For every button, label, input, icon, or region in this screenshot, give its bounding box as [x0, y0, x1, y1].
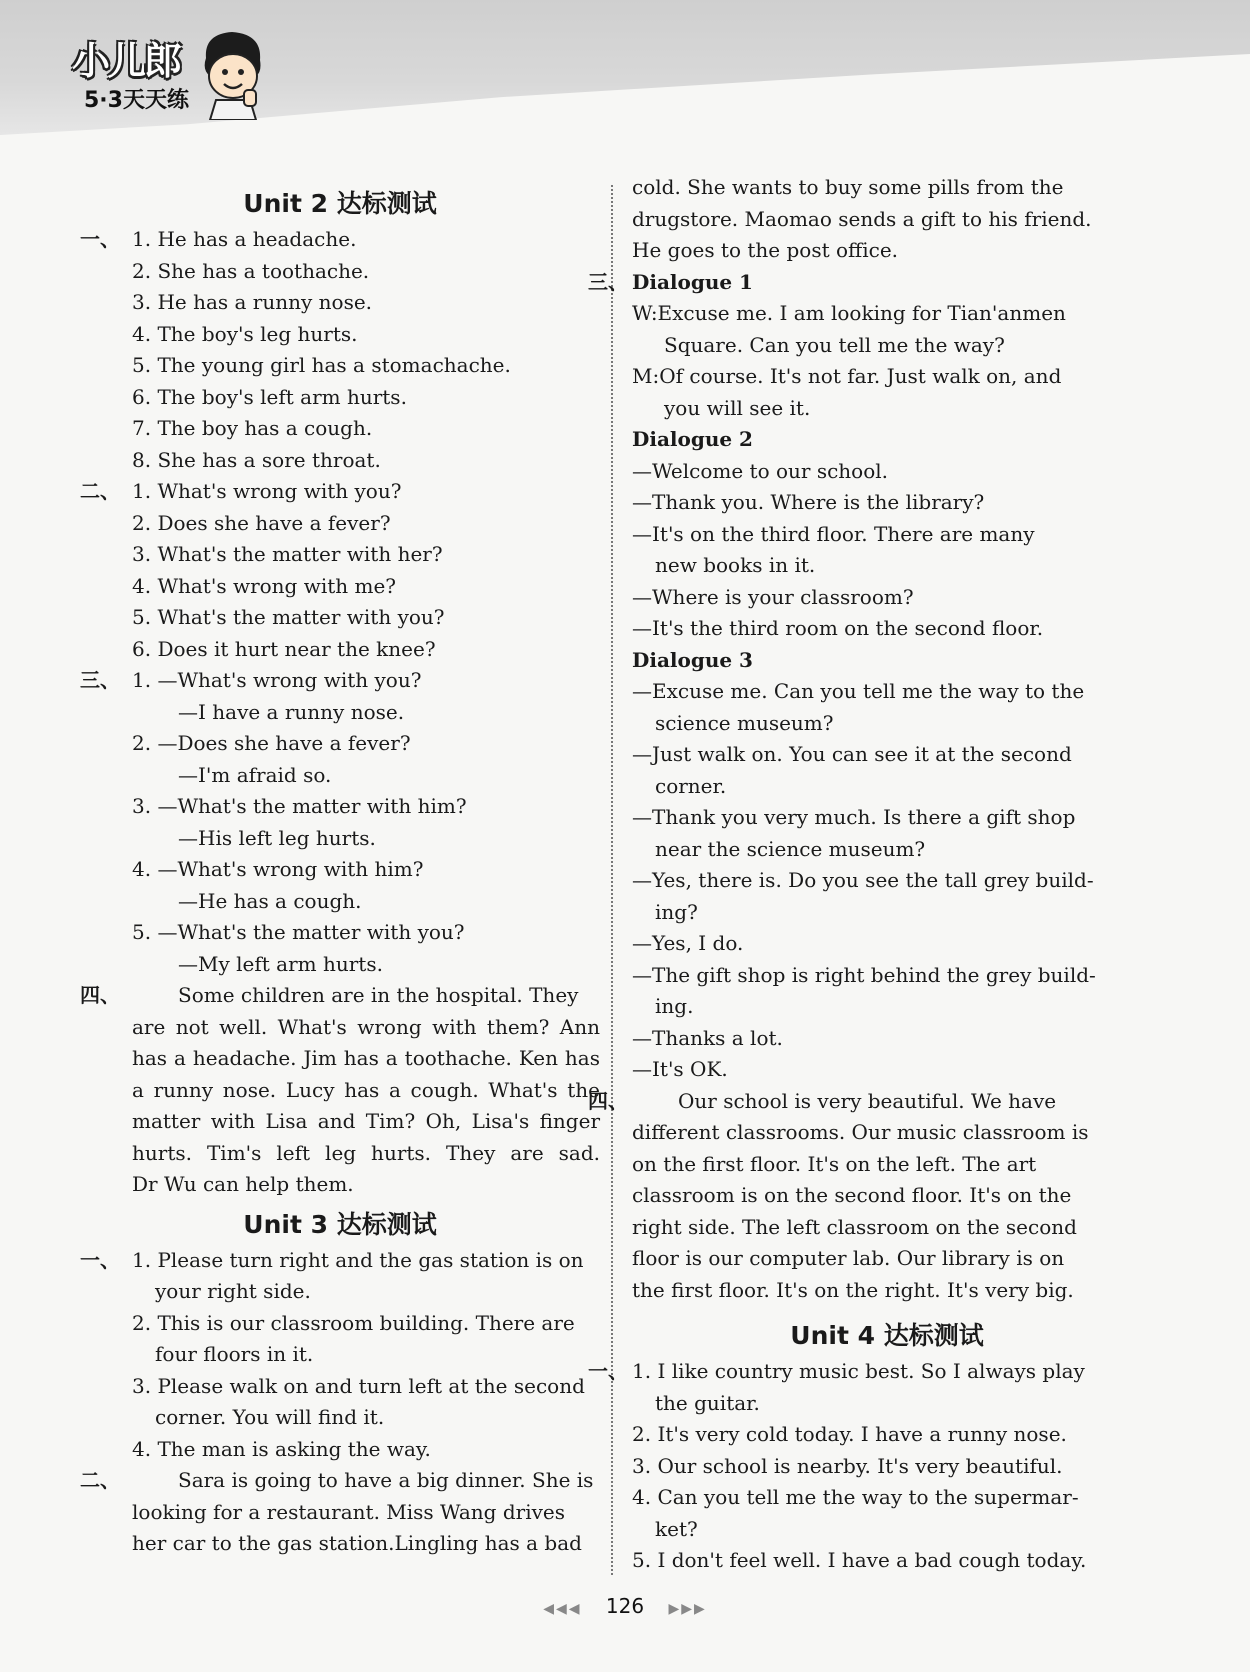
list-item: 3. Our school is nearby. It's very beautiful. [632, 1453, 1063, 1478]
dialogue-line: —It's OK. [632, 1057, 728, 1081]
paragraph-line [80, 980, 600, 1012]
dialogue-heading: Dialogue 2 [632, 427, 753, 451]
list-item: 4. —What's wrong with him? [132, 857, 424, 881]
list-item: 2. This is our classroom building. There are [132, 1310, 575, 1335]
list-item: 2. She has a toothache. [132, 258, 370, 283]
section-label: 一、 [588, 1359, 628, 1383]
section-label: 一、 [80, 227, 120, 251]
section-label: 二、 [80, 1468, 120, 1492]
dialogue-line: science museum? [655, 710, 834, 735]
paragraph-line: looking for a restaurant. Miss Wang drives [132, 1499, 565, 1524]
list-item: 3. What's the matter with her? [132, 542, 443, 566]
paragraph-line: He goes to the post office. [632, 238, 899, 262]
dialogue-line: —Yes, there is. Do you see the tall grey build- [632, 868, 1094, 892]
section-label: 四、 [80, 983, 120, 1007]
list-item: 7. The boy has a cough. [132, 416, 373, 440]
list-item: 4. The man is asking the way. [132, 1436, 431, 1461]
dialogue-line: —Thank you. Where is the library? [632, 490, 985, 514]
unit2-title: Unit 2 达标测试 [243, 189, 437, 218]
dialogue-line: M:Of course. It's not far. Just walk on, and [632, 364, 1062, 388]
list-item: 4. What's wrong with me? [132, 573, 397, 598]
dialogue-line: you will see it. [664, 395, 811, 420]
paragraph-line [80, 1465, 600, 1497]
list-item: 5. The young girl has a stomachache. [132, 353, 511, 377]
section-label: 一、 [80, 1247, 120, 1272]
list-item: —My left arm hurts. [178, 951, 383, 976]
paragraph-line [588, 1086, 1142, 1118]
dialogue-line: —The gift shop is right behind the grey build- [632, 962, 1096, 987]
next-arrows-icon: ▶▶▶ [668, 1601, 707, 1617]
dialogue-line: —Excuse me. Can you tell me the way to the [632, 679, 1085, 703]
text-span: 1. —What's wrong with you? [132, 668, 422, 692]
left-column [80, 180, 600, 1560]
dialogue-line: ing. [655, 994, 694, 1018]
paragraph-line: Dr Wu can help them. [132, 1172, 354, 1196]
paragraph-line: drugstore. Maomao sends a gift to his friend. [632, 206, 1092, 231]
list-item: 5. —What's the matter with you? [132, 920, 465, 944]
list-item [588, 1356, 1142, 1388]
dialogue-line: —It's on the third floor. There are many [632, 521, 1035, 546]
right-column [588, 172, 1142, 1577]
list-item: —I have a runny nose. [178, 699, 405, 724]
text-span: 1. Please turn right and the gas station is on [132, 1247, 584, 1272]
list-item: 3. Please walk on and turn left at the second [132, 1373, 585, 1398]
list-item: 5. I don't feel well. I have a bad cough today. [632, 1548, 1087, 1572]
dialogue-line: Square. Can you tell me the way? [664, 332, 1005, 357]
section-label: 四、 [588, 1088, 628, 1113]
dialogue-line: corner. [655, 773, 727, 798]
list-item: 8. She has a sore throat. [132, 447, 381, 472]
paragraph-line: the first floor. It's on the right. It's very big. [632, 1277, 1074, 1302]
paragraph-line: floor is our computer lab. Our library is on [632, 1246, 1065, 1270]
dialogue-line: —Where is your classroom? [632, 584, 914, 609]
list-item [80, 476, 600, 508]
dialogue-heading: Dialogue 3 [632, 647, 753, 672]
paragraph-line: matter with Lisa and Tim? Oh, Lisa's finger [132, 1109, 600, 1133]
text-span: Our school is very beautiful. We have [678, 1088, 1057, 1113]
paragraph-line: on the first floor. It's on the left. The art [632, 1151, 1037, 1176]
list-item: —He has a cough. [178, 888, 362, 913]
section-label: 三、 [588, 269, 628, 294]
list-item: 5. What's the matter with you? [132, 605, 445, 629]
dialogue-line: —Thank you very much. Is there a gift shop [632, 805, 1076, 829]
list-item: 6. Does it hurt near the knee? [132, 636, 436, 661]
list-item: 2. Does she have a fever? [132, 510, 391, 535]
dialogue-line: —Welcome to our school. [632, 458, 889, 483]
prev-arrows-icon: ◀◀◀ [543, 1601, 582, 1617]
paragraph-line: are not well. What's wrong with them? Ann [132, 1014, 600, 1039]
list-item: four floors in it. [155, 1342, 314, 1366]
dialogue-line: —Yes, I do. [632, 931, 744, 955]
dialogue-line: W:Excuse me. I am looking for Tian'anmen [632, 301, 1066, 325]
brand-title: 小儿郎 [72, 39, 181, 83]
list-item: the guitar. [655, 1390, 760, 1415]
list-item: corner. You will find it. [155, 1405, 385, 1429]
dialogue-line: —Thanks a lot. [632, 1025, 783, 1050]
list-item: —His left leg hurts. [178, 825, 376, 850]
unit3-title: Unit 3 达标测试 [243, 1209, 437, 1239]
text-span: 1. I like country music best. So I always play [632, 1359, 1085, 1383]
dialogue-heading [588, 267, 1142, 299]
list-item: your right side. [155, 1279, 311, 1303]
brand-logo [72, 30, 189, 114]
paragraph-line: right side. The left classroom on the second [632, 1214, 1077, 1239]
list-item: 6. The boy's left arm hurts. [132, 384, 407, 409]
mascot-icon [196, 28, 270, 120]
page-footer [0, 1594, 1250, 1618]
text-span: Sara is going to have a big dinner. She is [178, 1468, 594, 1492]
list-item: 2. It's very cold today. I have a runny nose. [632, 1422, 1067, 1446]
section-label: 二、 [80, 479, 120, 503]
list-item: 4. The boy's leg hurts. [132, 321, 358, 346]
list-item: ket? [655, 1516, 698, 1541]
paragraph-line: cold. She wants to buy some pills from the [632, 175, 1064, 199]
text-span: Dialogue 1 [632, 269, 753, 294]
list-item [80, 224, 600, 256]
paragraph-line: her car to the gas station.Lingling has a bad [132, 1531, 582, 1555]
list-item: 3. He has a runny nose. [132, 290, 373, 314]
paragraph-line: classroom is on the second floor. It's on the [632, 1183, 1072, 1207]
list-item [80, 1245, 600, 1277]
brand-subtitle: 5·3天天练 [84, 88, 189, 113]
section-label: 三、 [80, 668, 120, 692]
dialogue-line: near the science museum? [655, 836, 926, 861]
paragraph-line: hurts. Tim's left leg hurts. They are sad. [132, 1140, 600, 1165]
paragraph-line: different classrooms. Our music classroom is [632, 1120, 1089, 1144]
list-item: —I'm afraid so. [178, 762, 332, 787]
list-item: 3. —What's the matter with him? [132, 794, 467, 818]
page-number: 126 [605, 1594, 645, 1618]
unit4-title: Unit 4 达标测试 [790, 1321, 984, 1350]
text-span: Some children are in the hospital. They [178, 983, 579, 1007]
dialogue-line: —Just walk on. You can see it at the second [632, 742, 1072, 766]
dialogue-line: —It's the third room on the second floor. [632, 616, 1044, 640]
list-item: 2. —Does she have a fever? [132, 731, 411, 755]
list-item [80, 665, 600, 697]
dialogue-line: ing? [655, 899, 698, 924]
text-span: 1. He has a headache. [132, 227, 357, 251]
text-span: 1. What's wrong with you? [132, 479, 402, 503]
paragraph-line: has a headache. Jim has a toothache. Ken has [132, 1046, 600, 1070]
paragraph-line: a runny nose. Lucy has a cough. What's the [132, 1077, 600, 1102]
list-item: 4. Can you tell me the way to the supermar- [632, 1485, 1079, 1509]
dialogue-line: new books in it. [655, 553, 816, 577]
